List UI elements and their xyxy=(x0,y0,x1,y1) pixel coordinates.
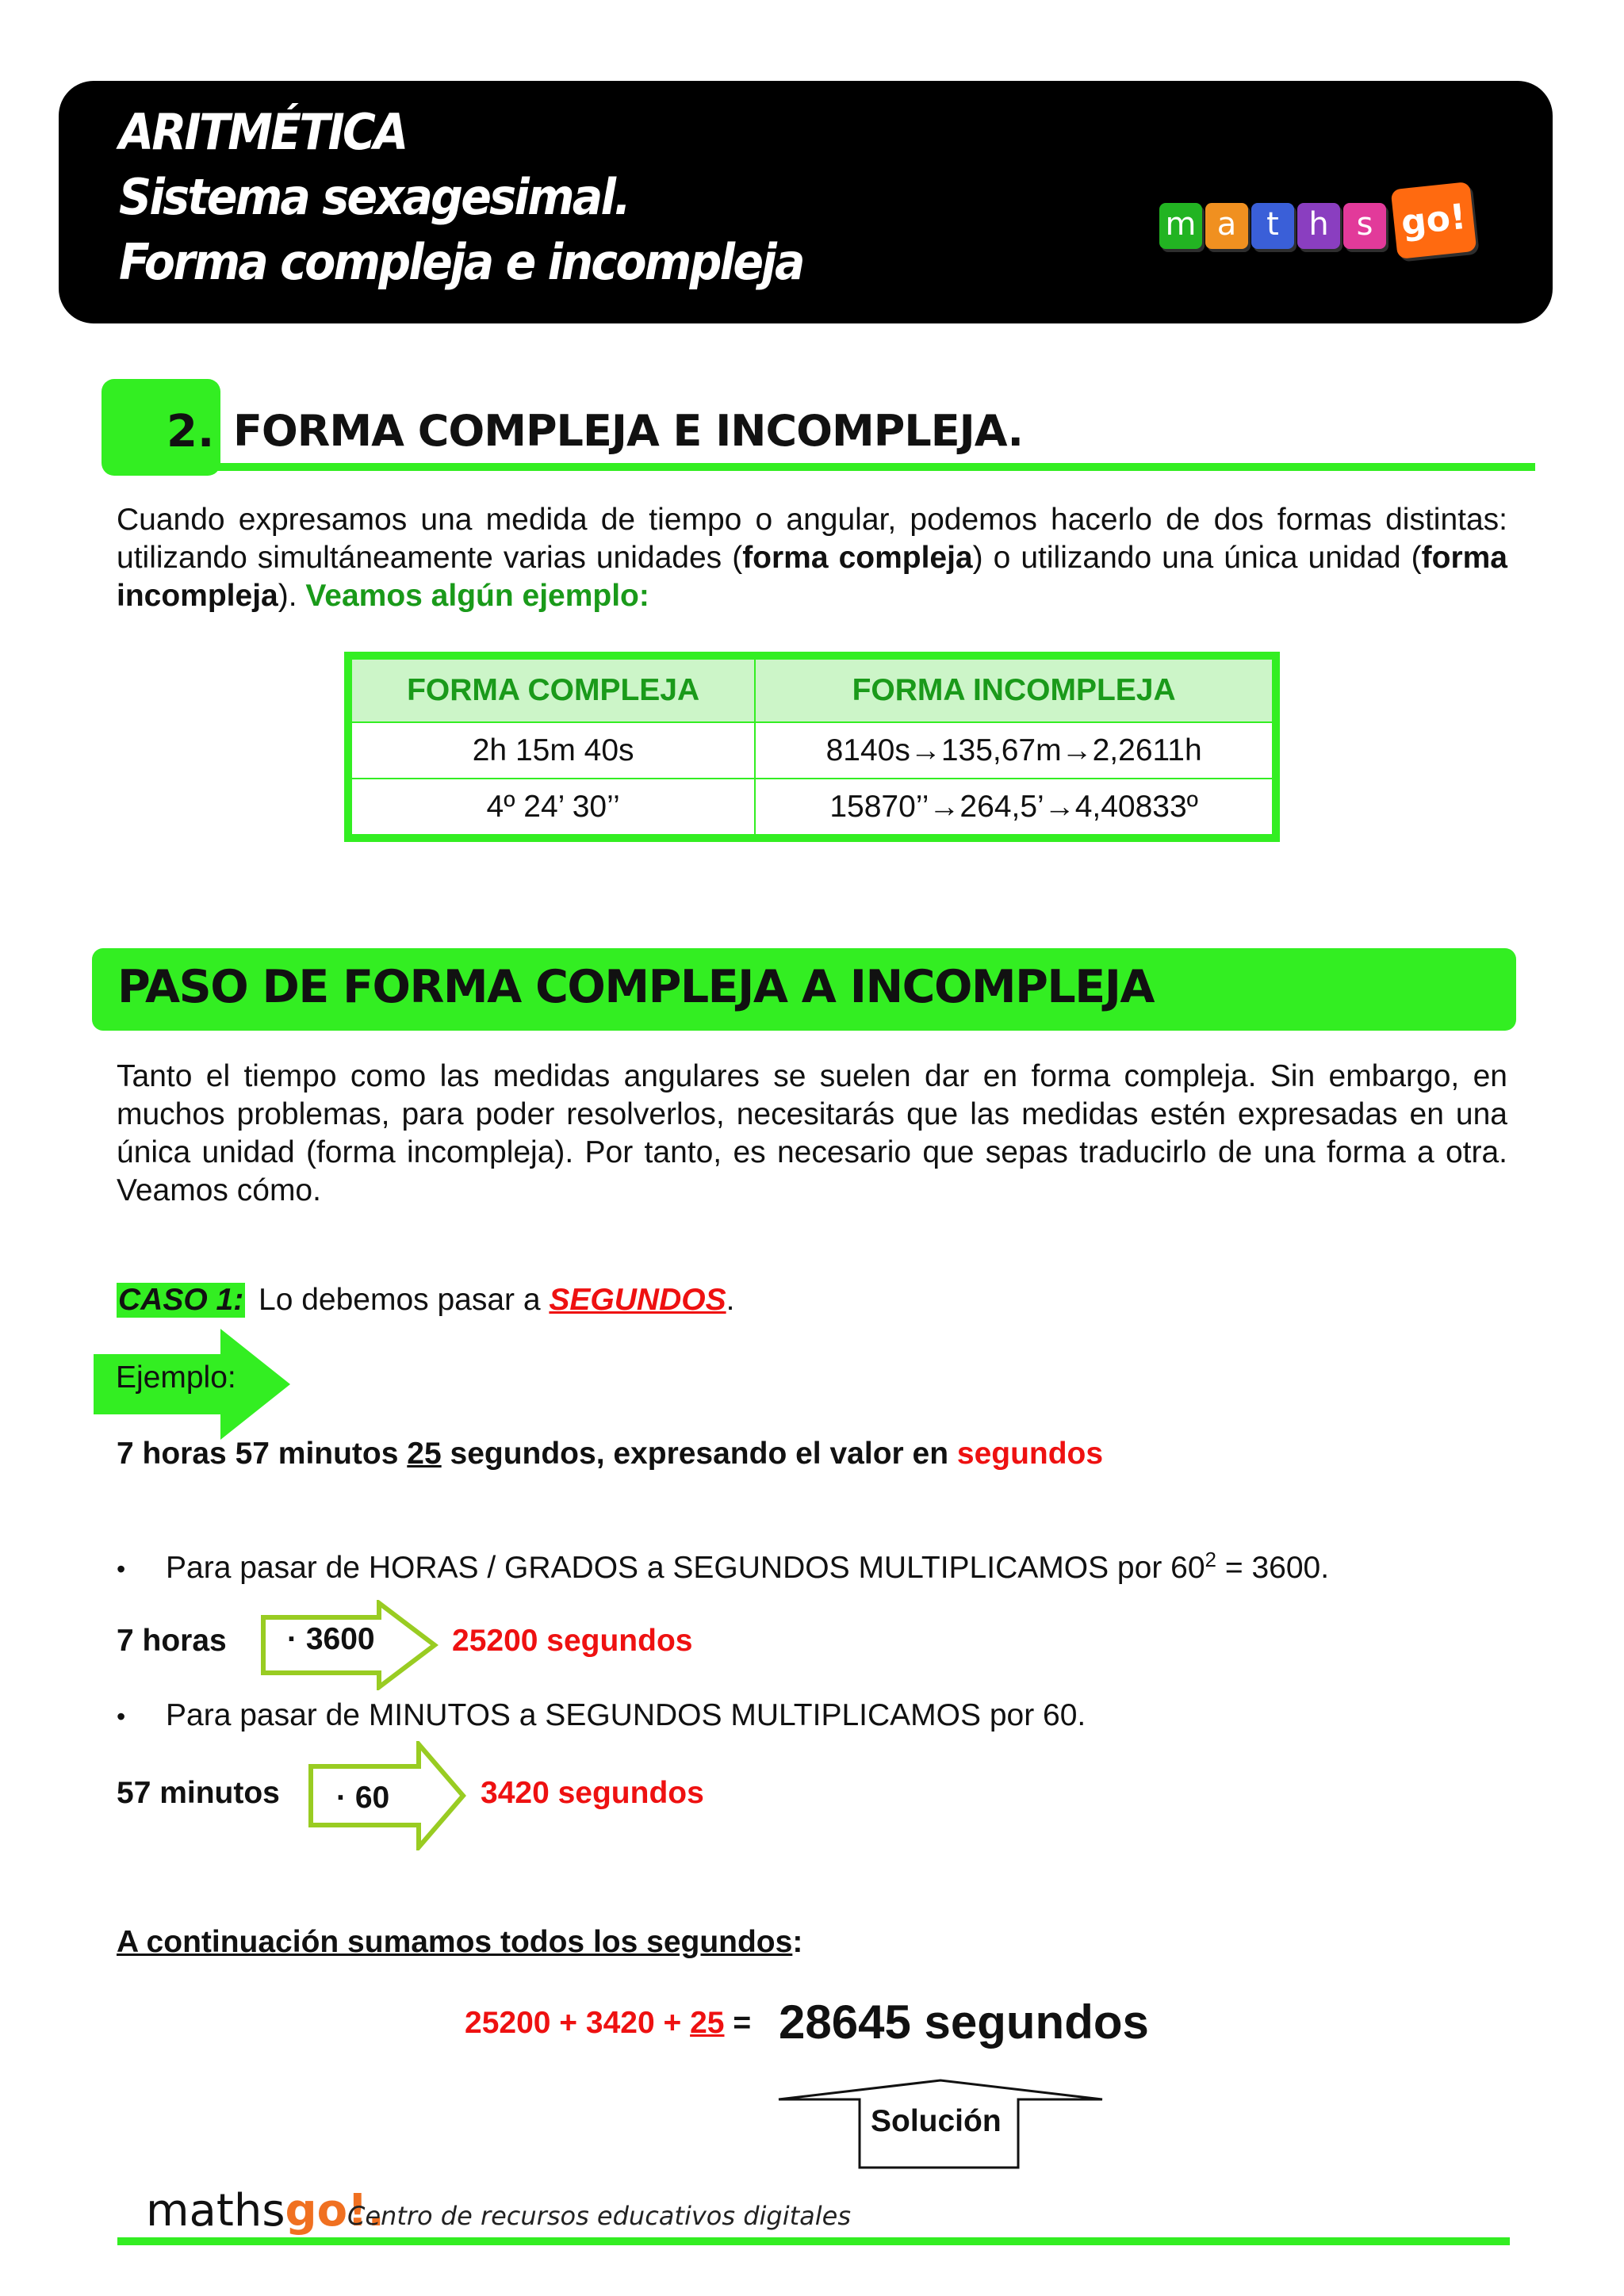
intro-example-label: Veamos algún ejemplo: xyxy=(305,579,649,613)
minutes-label: 57 minutos xyxy=(117,1776,280,1810)
bullet-hours-exponent: 2 xyxy=(1205,1548,1216,1571)
sum-expression-underlined: 25 xyxy=(690,2006,725,2040)
example-statement xyxy=(117,1437,1103,1471)
logo-tile-go: go! xyxy=(1391,182,1477,259)
header-subject: ARITMÉTICA xyxy=(119,103,407,161)
footer-logo-go: go!. xyxy=(285,2185,385,2237)
footer-line xyxy=(117,2237,1510,2245)
caso-text xyxy=(259,1283,734,1318)
intro-text-3: ). xyxy=(278,579,306,613)
table-header: FORMA COMPLEJA xyxy=(351,659,755,722)
paso-title: PASO DE FORMA COMPLEJA A INCOMPLEJA xyxy=(117,961,1155,1013)
caso-highlight: SEGUNDOS xyxy=(549,1283,726,1317)
sum-title xyxy=(117,1925,802,1960)
table-header: FORMA INCOMPLEJA xyxy=(755,659,1273,722)
table-row xyxy=(351,722,1273,779)
multiply-60: · 60 xyxy=(336,1781,390,1815)
sum-title-text: A continuación sumamos todos los segundos xyxy=(117,1925,793,1959)
header-subtopic: Forma compleja e incompleja xyxy=(119,233,803,291)
bullet-hours-end: = 3600. xyxy=(1216,1551,1330,1585)
example-label: Ejemplo: xyxy=(116,1360,236,1395)
caso-text-end: . xyxy=(726,1283,735,1317)
bullet-minutes xyxy=(117,1698,1086,1733)
table-cell: 15870’’→264,5’→4,40833º xyxy=(755,779,1273,835)
table-header-row xyxy=(351,659,1273,722)
intro-bold-compleja: forma compleja xyxy=(742,541,973,575)
mathsgo-logo xyxy=(1159,192,1477,258)
statement-underlined: 25 xyxy=(407,1437,442,1471)
logo-tile-t: t xyxy=(1251,203,1294,249)
logo-tile-a: a xyxy=(1205,203,1248,249)
statement-text-b: segundos, expresando el valor en xyxy=(441,1437,957,1471)
intro-bold-incompleja: forma incompleja xyxy=(117,541,1507,613)
table-cell: 4º 24’ 30’’ xyxy=(351,779,755,835)
multiply-3600: · 3600 xyxy=(287,1622,375,1656)
caso-text-body: Lo debemos pasar a xyxy=(259,1283,550,1317)
statement-text-a: 7 horas 57 minutos xyxy=(117,1437,408,1471)
table-cell: 2h 15m 40s xyxy=(351,722,755,779)
bullet-hours-text: Para pasar de HORAS / GRADOS a SEGUNDOS MULTIPLICAMOS por 60 xyxy=(166,1551,1205,1585)
section-underline xyxy=(214,463,1535,471)
hours-label: 7 horas xyxy=(117,1624,227,1658)
bullet-hours xyxy=(117,1548,1329,1586)
header-topic: Sistema sexagesimal. xyxy=(119,168,630,226)
sum-title-colon: : xyxy=(792,1925,803,1959)
intro-text-1: Cuando expresamos una medida de tiempo o angular, podemos hacerlo de dos formas distintas: utilizando simultáneamente varias unidades ( xyxy=(117,503,1507,575)
paso-paragraph: Tanto el tiempo como las medidas angulares se suelen dar en forma compleja. Sin embargo, en muchos problemas, para poder resolverlos, necesitarás que las medidas estén expresadas en una única unidad (forma incompleja). Por tanto, es necesario que sepas traducirlo de una forma a otra. Veamos cómo. xyxy=(117,1059,1507,1207)
logo-tile-s: s xyxy=(1343,203,1386,249)
bullet-dot-icon: • xyxy=(117,1702,126,1731)
solution-label: Solución xyxy=(871,2104,1002,2138)
sum-expression xyxy=(465,2006,751,2041)
section-number: 2. xyxy=(167,406,215,457)
sum-expression-a: 25200 + 3420 + xyxy=(465,2006,691,2040)
footer-logo-main: maths xyxy=(146,2185,285,2237)
hours-result: 25200 segundos xyxy=(452,1624,693,1658)
sum-equals: = xyxy=(724,2006,752,2040)
logo-tile-m: m xyxy=(1159,203,1202,249)
logo-tile-h: h xyxy=(1297,203,1340,249)
forms-table xyxy=(344,652,1280,842)
caso-label: CASO 1: xyxy=(118,1283,244,1317)
table-cell: 8140s→135,67m→2,2611h xyxy=(755,722,1273,779)
statement-red: segundos xyxy=(956,1437,1104,1471)
sum-result: 28645 segundos xyxy=(779,1996,1149,2049)
bullet-minutes-text: Para pasar de MINUTOS a SEGUNDOS MULTIPLICAMOS por 60. xyxy=(166,1698,1086,1732)
table-row xyxy=(351,779,1273,835)
footer-tagline: Centro de recursos educativos digitales xyxy=(347,2201,851,2231)
intro-text-2: ) o utilizando una única unidad ( xyxy=(972,541,1422,575)
section-title: FORMA COMPLEJA E INCOMPLEJA. xyxy=(233,406,1024,456)
header-banner xyxy=(59,81,1553,323)
minutes-result: 3420 segundos xyxy=(481,1776,704,1810)
bullet-dot-icon: • xyxy=(117,1555,126,1583)
intro-paragraph xyxy=(117,501,1507,615)
